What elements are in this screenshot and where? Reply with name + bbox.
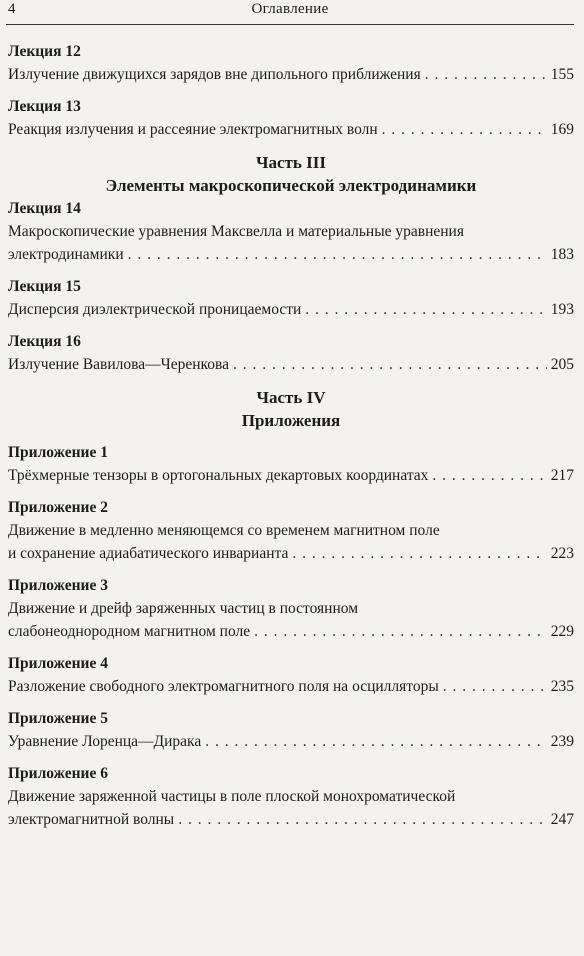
dot-leader xyxy=(432,464,546,487)
entry-page: 217 xyxy=(550,467,574,484)
toc-entry-lecture-16 xyxy=(8,330,574,376)
entry-label: Приложение 3 xyxy=(8,577,108,594)
entry-title-line: Движение в медленно меняющемся со временем магнитном поле xyxy=(8,522,440,539)
dot-leader xyxy=(382,118,547,141)
entry-title: электромагнитной волны xyxy=(8,811,175,828)
entry-label: Приложение 4 xyxy=(8,655,108,672)
dot-leader xyxy=(305,298,546,321)
dot-leader xyxy=(292,542,546,565)
entry-label: Лекция 12 xyxy=(8,43,81,60)
toc-entry-appendix-1 xyxy=(8,441,574,487)
entry-title: Трёхмерные тензоры в ортогональных декартовых координатах xyxy=(8,467,429,484)
dot-leader xyxy=(443,675,547,698)
entry-page: 155 xyxy=(550,66,574,83)
toc-entry-appendix-2 xyxy=(8,496,574,565)
toc-entry-appendix-5 xyxy=(8,707,574,753)
toc-entry-lecture-12 xyxy=(8,40,574,86)
toc-entry-lecture-13 xyxy=(8,95,574,141)
part-number: Часть III xyxy=(256,153,326,172)
entry-title: слабонеоднородном магнитном поле xyxy=(8,623,251,640)
part-number: Часть IV xyxy=(256,388,326,407)
dot-leader xyxy=(178,808,547,831)
entry-label: Лекция 15 xyxy=(8,278,81,295)
part-title: Элементы макроскопической электродинамики xyxy=(105,176,477,195)
entry-title-line: Движение заряженной частицы в поле плоской монохроматической xyxy=(8,788,456,805)
entry-page: 229 xyxy=(550,623,574,640)
entry-title: Дисперсия диэлектрической проницаемости xyxy=(8,301,302,318)
toc-entry-appendix-4 xyxy=(8,652,574,698)
entry-page: 239 xyxy=(550,733,574,750)
entry-label: Приложение 1 xyxy=(8,444,108,461)
running-title: Оглавление xyxy=(251,1,329,17)
toc-entry-lecture-14 xyxy=(8,197,574,266)
entry-title: Излучение движущихся зарядов вне дипольного приближения xyxy=(8,66,421,83)
dot-leader xyxy=(205,730,547,753)
entry-title: электродинамики xyxy=(8,246,124,263)
entry-label: Приложение 5 xyxy=(8,710,108,727)
entry-label: Лекция 14 xyxy=(8,200,81,217)
entry-title: Излучение Вавилова—Черенкова xyxy=(8,356,229,373)
entry-page: 193 xyxy=(550,301,574,318)
dot-leader xyxy=(254,620,547,643)
toc-entry-lecture-15 xyxy=(8,275,574,321)
entry-title-line: Макроскопические уравнения Максвелла и материальные уравнения xyxy=(8,223,464,240)
page-number: 4 xyxy=(8,1,16,17)
entry-title: Уравнение Лоренца—Дирака xyxy=(8,733,202,750)
toc-entry-appendix-3 xyxy=(8,574,574,643)
entry-title-line: Движение и дрейф заряженных частиц в постоянном xyxy=(8,600,359,617)
entry-page: 205 xyxy=(550,356,574,373)
entry-page: 223 xyxy=(550,545,574,562)
dot-leader xyxy=(425,63,547,86)
entry-label: Лекция 16 xyxy=(8,333,81,350)
entry-title: и сохранение адиабатического инварианта xyxy=(8,545,289,562)
entry-title: Реакция излучения и рассеяние электромагнитных волн xyxy=(8,121,378,138)
toc-entry-appendix-6 xyxy=(8,762,574,831)
entry-page: 247 xyxy=(550,811,574,828)
dot-leader xyxy=(233,353,547,376)
dot-leader xyxy=(128,243,547,266)
table-of-contents xyxy=(8,40,574,831)
entry-page: 235 xyxy=(550,678,574,695)
entry-page: 169 xyxy=(550,121,574,138)
entry-page: 183 xyxy=(550,246,574,263)
part-title: Приложения xyxy=(241,411,341,430)
running-header xyxy=(6,0,574,25)
entry-title: Разложение свободного электромагнитного поля на осцилляторы xyxy=(8,678,439,695)
entry-label: Приложение 2 xyxy=(8,499,108,516)
entry-label: Приложение 6 xyxy=(8,765,108,782)
entry-label: Лекция 13 xyxy=(8,98,81,115)
